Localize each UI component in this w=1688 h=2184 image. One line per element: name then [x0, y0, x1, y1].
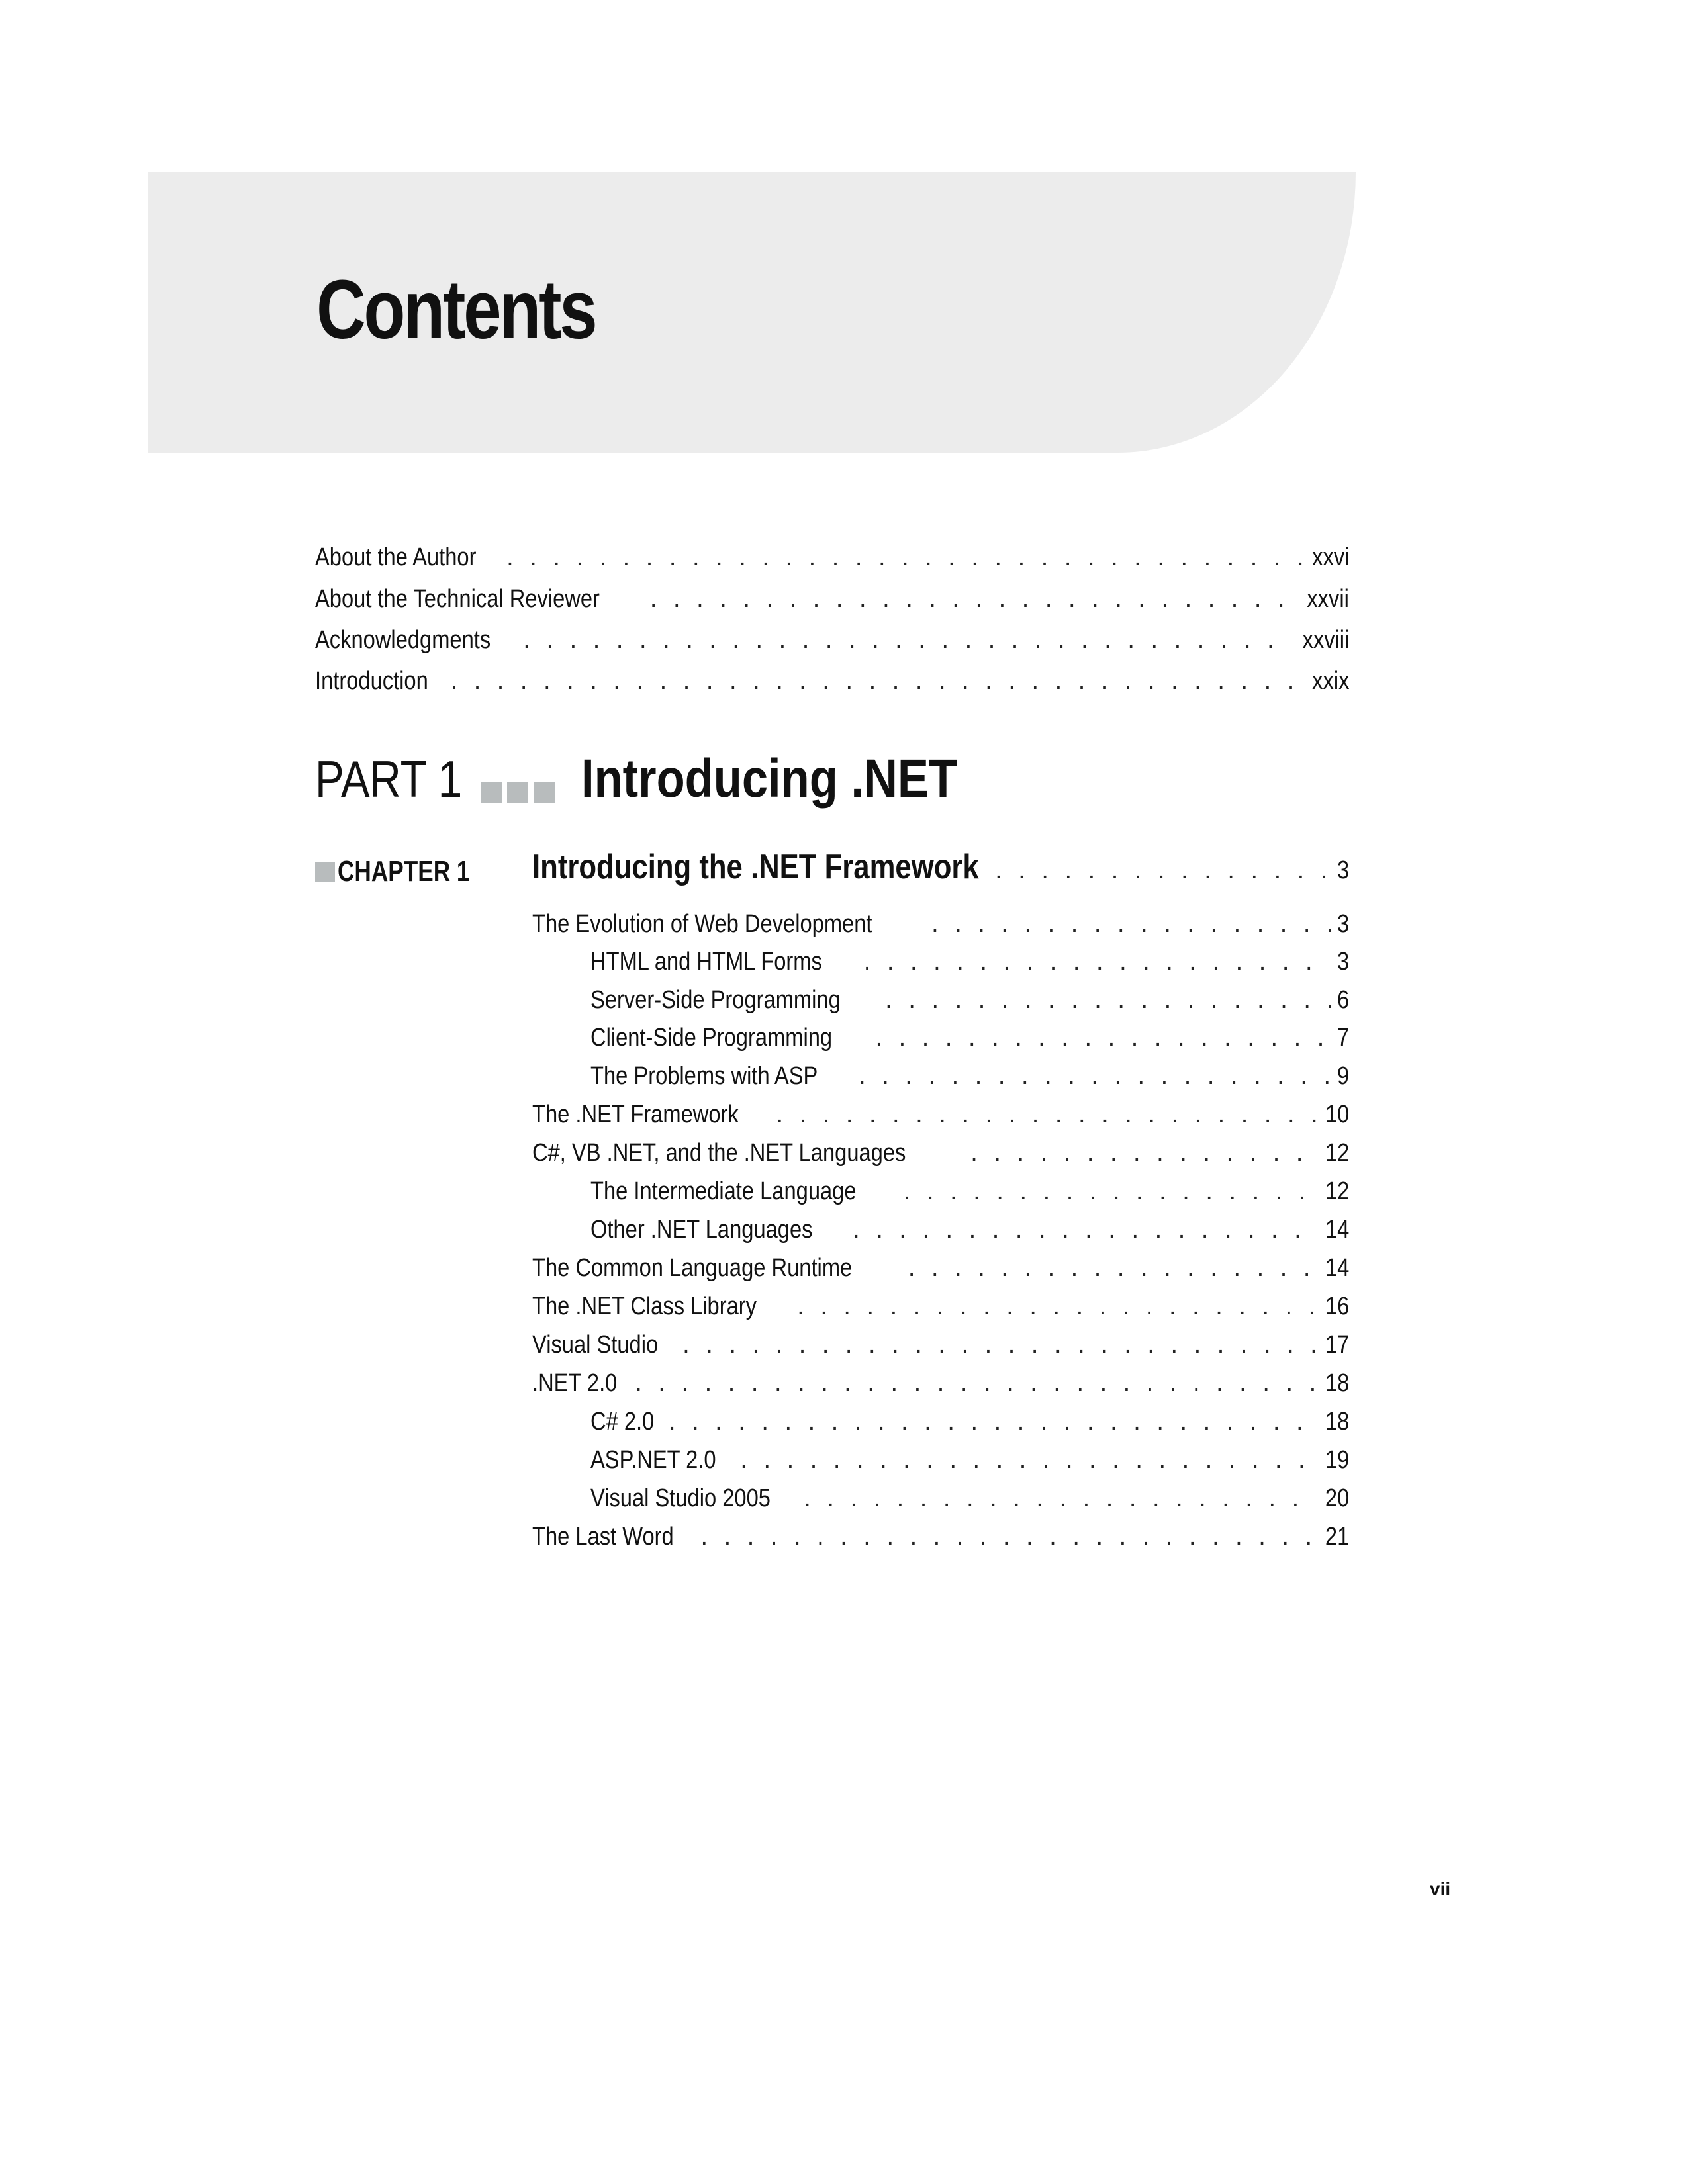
toc-section-label: Visual Studio [532, 1331, 659, 1359]
dot-leader [859, 1062, 1331, 1091]
part-separator-squares [481, 782, 555, 803]
dot-leader [904, 1177, 1317, 1206]
toc-subsection[interactable] [590, 1446, 1349, 1483]
dot-leader [970, 1139, 1317, 1167]
part-heading [315, 748, 1018, 821]
toc-entry-acknowledgments[interactable] [315, 626, 1349, 663]
toc-section-page: 3 [1336, 948, 1349, 976]
toc-entry-label: Acknowledgments [315, 626, 491, 654]
toc-entry-page: xxviii [1302, 626, 1349, 654]
toc-section-page: 18 [1325, 1408, 1349, 1435]
toc-section-page: 3 [1336, 910, 1349, 938]
toc-subsection[interactable] [590, 1216, 1349, 1253]
toc-section-page: 17 [1325, 1331, 1349, 1359]
toc-subsection[interactable] [590, 986, 1349, 1023]
dot-leader [506, 543, 1301, 572]
toc-section-label: The .NET Framework [532, 1101, 739, 1128]
toc-subsection[interactable] [590, 1062, 1349, 1099]
toc-section-label: The Last Word [532, 1523, 674, 1551]
toc-section-label: C# 2.0 [590, 1408, 655, 1435]
toc-section-label: The Intermediate Language [590, 1177, 857, 1205]
chapter-marker [315, 855, 502, 888]
toc-section-page: 12 [1325, 1177, 1349, 1205]
toc-section[interactable] [532, 1523, 1349, 1560]
dot-leader [740, 1446, 1317, 1475]
toc-section[interactable] [532, 1293, 1349, 1330]
toc-section[interactable] [532, 910, 1349, 947]
toc-subsection[interactable] [590, 1408, 1349, 1445]
dot-leader [853, 1216, 1317, 1244]
toc-section-label: C#, VB .NET, and the .NET Languages [532, 1139, 906, 1167]
toc-subsection[interactable] [590, 1024, 1349, 1061]
toc-subsection[interactable] [590, 1177, 1349, 1214]
toc-section[interactable] [532, 1139, 1349, 1176]
toc-section-page: 18 [1325, 1369, 1349, 1397]
dot-leader [797, 1293, 1317, 1321]
toc-section-page: 7 [1336, 1024, 1349, 1052]
square-icon [507, 782, 528, 803]
toc-section-page: 12 [1325, 1139, 1349, 1167]
toc-section[interactable] [532, 1331, 1349, 1368]
dot-leader [885, 986, 1331, 1015]
toc-entry-introduction[interactable] [315, 667, 1349, 704]
toc-section-page: 10 [1325, 1101, 1349, 1128]
toc-section-label: The Common Language Runtime [532, 1254, 853, 1282]
square-icon [481, 782, 502, 803]
dot-leader [635, 1369, 1317, 1398]
toc-section-label: Visual Studio 2005 [590, 1484, 771, 1512]
square-icon [534, 782, 555, 803]
toc-section-label: The .NET Class Library [532, 1293, 757, 1320]
dot-leader [701, 1523, 1317, 1551]
toc-section-page: 16 [1325, 1293, 1349, 1320]
dot-leader [876, 1024, 1331, 1052]
dot-leader [650, 585, 1296, 614]
toc-section-page: 21 [1325, 1523, 1349, 1551]
toc-entry-label: Introduction [315, 667, 428, 695]
dot-leader [776, 1101, 1317, 1129]
page-title: Contents [316, 263, 596, 356]
toc-subsection[interactable] [590, 1484, 1349, 1522]
toc-entry-about-author[interactable] [315, 543, 1349, 580]
toc-section-page: 19 [1325, 1446, 1349, 1474]
toc-section-page: 9 [1336, 1062, 1349, 1090]
toc-section-label: The Problems with ASP [590, 1062, 818, 1090]
dot-leader [995, 856, 1331, 885]
page-number: vii [1430, 1878, 1451, 1899]
toc-section[interactable] [532, 1254, 1349, 1291]
toc-entry-about-reviewer[interactable] [315, 585, 1349, 622]
toc-subsection[interactable] [590, 948, 1349, 985]
chapter-title: Introducing the .NET Framework [532, 848, 979, 886]
dot-leader [523, 626, 1290, 655]
toc-section-label: HTML and HTML Forms [590, 948, 822, 976]
toc-section-label: The Evolution of Web Development [532, 910, 872, 938]
toc-section-page: 6 [1336, 986, 1349, 1014]
toc-entry-page: xxvii [1307, 585, 1349, 613]
toc-section-page: 14 [1325, 1254, 1349, 1282]
toc-section-label: Client-Side Programming [590, 1024, 833, 1052]
dot-leader [908, 1254, 1317, 1283]
dot-leader [931, 910, 1331, 938]
dot-leader [669, 1408, 1317, 1436]
dot-leader [804, 1484, 1317, 1513]
dot-leader [864, 948, 1331, 976]
toc-section-label: Other .NET Languages [590, 1216, 813, 1244]
square-icon [315, 862, 335, 882]
toc-section-label: Server-Side Programming [590, 986, 841, 1014]
toc-entry-chapter-1[interactable] [532, 847, 1349, 891]
toc-section[interactable] [532, 1369, 1349, 1406]
toc-entry-page: 3 [1336, 856, 1349, 884]
chapter-label: CHAPTER 1 [338, 855, 470, 887]
toc-entry-label: About the Technical Reviewer [315, 585, 600, 613]
toc-section-label: .NET 2.0 [532, 1369, 618, 1397]
part-title: Introducing .NET [581, 749, 958, 809]
toc-section-page: 14 [1325, 1216, 1349, 1244]
toc-section[interactable] [532, 1101, 1349, 1138]
part-label: PART 1 [315, 750, 463, 808]
toc-entry-page: xxvi [1311, 543, 1349, 571]
toc-section-label: ASP.NET 2.0 [590, 1446, 716, 1474]
dot-leader [682, 1331, 1317, 1359]
toc-entry-page: xxix [1311, 667, 1349, 695]
dot-leader [451, 667, 1302, 696]
toc-entry-label: About the Author [315, 543, 477, 571]
toc-section-page: 20 [1325, 1484, 1349, 1512]
